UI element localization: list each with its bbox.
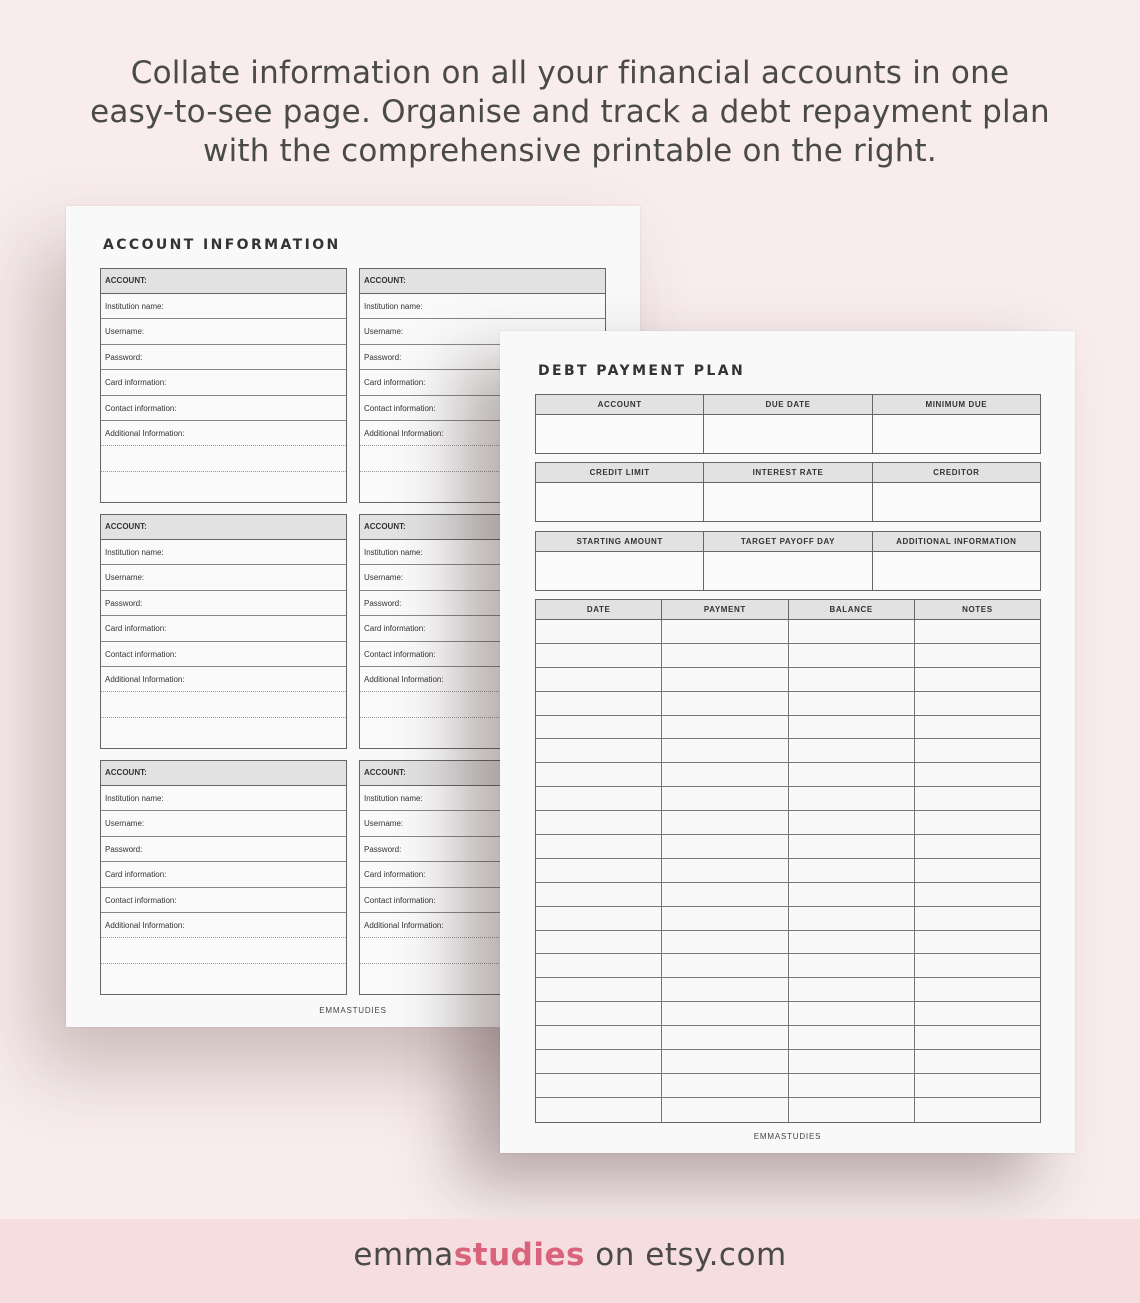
ledger-cell[interactable] — [536, 1002, 662, 1025]
ledger-row — [536, 1026, 1040, 1050]
ledger-row — [536, 716, 1040, 740]
payment-ledger — [535, 599, 1041, 1123]
ledger-cell[interactable] — [915, 787, 1040, 810]
ledger-cell[interactable] — [915, 931, 1040, 954]
ledger-cell[interactable] — [662, 620, 788, 643]
ledger-row — [536, 692, 1040, 716]
account-field-label: Password: — [360, 591, 605, 616]
shop-brand: studies — [453, 1237, 585, 1273]
ledger-cell[interactable] — [915, 668, 1040, 691]
ledger-cell[interactable] — [789, 1098, 915, 1122]
ledger-cell[interactable] — [536, 883, 662, 906]
debt-info-table — [535, 462, 1041, 522]
ledger-cell[interactable] — [915, 644, 1040, 667]
debt-payment-plan-sheet — [500, 331, 1075, 1153]
shop-prefix: emma — [353, 1237, 454, 1273]
ledger-cell[interactable] — [915, 1074, 1040, 1097]
ledger-cell[interactable] — [789, 620, 915, 643]
ledger-row — [536, 907, 1040, 931]
debt-info-header: INTEREST RATE — [704, 463, 871, 483]
account-field-label: Institution name: — [360, 294, 605, 319]
account-field-label: Username: — [360, 319, 605, 344]
account-field-label: Institution name: — [101, 786, 346, 811]
ledger-cell[interactable] — [915, 907, 1040, 930]
account-field-label: Additional Information: — [101, 913, 346, 938]
ledger-row — [536, 954, 1040, 978]
account-field-label: Card information: — [360, 862, 605, 887]
debt-info-header: MINIMUM DUE — [873, 395, 1040, 415]
ledger-cell[interactable] — [915, 763, 1040, 786]
debt-info-cell — [873, 463, 1040, 521]
ledger-cell[interactable] — [789, 907, 915, 930]
ledger-cell[interactable] — [789, 1050, 915, 1073]
ledger-cell[interactable] — [536, 931, 662, 954]
ledger-cell[interactable] — [662, 931, 788, 954]
ledger-cell[interactable] — [536, 954, 662, 977]
ledger-cell[interactable] — [662, 907, 788, 930]
ledger-row — [536, 668, 1040, 692]
debt-info-header: ADDITIONAL INFORMATION — [873, 532, 1040, 552]
ledger-cell[interactable] — [536, 1026, 662, 1049]
account-field-label: Card information: — [101, 862, 346, 887]
account-field-label: Institution name: — [360, 786, 605, 811]
ledger-cell[interactable] — [915, 620, 1040, 643]
headline-line-1: Collate information on all your financial accounts in one — [130, 55, 1010, 91]
account-box-header: ACCOUNT: — [101, 269, 346, 294]
ledger-row — [536, 1050, 1040, 1074]
account-field-label: Additional Information: — [360, 421, 605, 446]
account-blank-line[interactable] — [101, 692, 346, 717]
account-field-label: Username: — [101, 565, 346, 590]
ledger-cell[interactable] — [915, 835, 1040, 858]
debt-info-entry[interactable] — [873, 415, 1040, 453]
account-box-header: ACCOUNT: — [360, 761, 605, 786]
ledger-cell[interactable] — [915, 978, 1040, 1001]
ledger-cell[interactable] — [789, 1002, 915, 1025]
debt-info-table — [535, 531, 1041, 591]
debt-info-header: STARTING AMOUNT — [536, 532, 703, 552]
account-field-label: Contact information: — [101, 888, 346, 913]
ledger-cell[interactable] — [662, 1074, 788, 1097]
ledger-cell[interactable] — [915, 1026, 1040, 1049]
ledger-cell[interactable] — [536, 859, 662, 882]
ledger-row — [536, 1002, 1040, 1026]
ledger-row — [536, 978, 1040, 1002]
ledger-cell[interactable] — [789, 978, 915, 1001]
ledger-row — [536, 811, 1040, 835]
ledger-cell[interactable] — [915, 811, 1040, 834]
ledger-cell[interactable] — [789, 835, 915, 858]
ledger-cell[interactable] — [915, 1098, 1040, 1122]
account-field-label: Additional Information: — [101, 421, 346, 446]
ledger-cell[interactable] — [789, 954, 915, 977]
ledger-column-header: BALANCE — [789, 600, 915, 619]
account-box-header: ACCOUNT: — [101, 761, 346, 786]
ledger-row — [536, 1074, 1040, 1098]
account-sheet-footer: EMMASTUDIES — [319, 1006, 387, 1015]
debt-sheet-title: DEBT PAYMENT PLAN — [538, 363, 746, 379]
ledger-cell[interactable] — [662, 1002, 788, 1025]
ledger-cell[interactable] — [915, 954, 1040, 977]
ledger-column-header: PAYMENT — [662, 600, 788, 619]
account-field-label: Contact information: — [360, 396, 605, 421]
debt-info-cell — [873, 532, 1040, 590]
ledger-cell[interactable] — [662, 763, 788, 786]
ledger-cell[interactable] — [662, 644, 788, 667]
ledger-row — [536, 763, 1040, 787]
debt-info-header: CREDIT LIMIT — [536, 463, 703, 483]
account-field-label: Contact information: — [360, 888, 605, 913]
debt-info-entry[interactable] — [704, 552, 871, 590]
shop-suffix: on etsy.com — [584, 1237, 787, 1273]
debt-sheet-footer: EMMASTUDIES — [753, 1132, 822, 1141]
ledger-cell[interactable] — [789, 1026, 915, 1049]
account-field-label: Password: — [101, 837, 346, 862]
ledger-cell[interactable] — [536, 1098, 662, 1122]
account-blank-line[interactable] — [101, 964, 346, 989]
ledger-cell[interactable] — [662, 668, 788, 691]
account-field-label: Institution name: — [360, 540, 605, 565]
ledger-header — [536, 600, 1040, 620]
ledger-row — [536, 859, 1040, 883]
account-blank-line[interactable] — [101, 718, 346, 743]
debt-info-cell — [536, 532, 704, 590]
ledger-cell[interactable] — [536, 835, 662, 858]
ledger-cell[interactable] — [789, 739, 915, 762]
ledger-cell[interactable] — [662, 835, 788, 858]
ledger-row — [536, 787, 1040, 811]
debt-info-entry[interactable] — [873, 483, 1040, 521]
ledger-cell[interactable] — [789, 644, 915, 667]
account-box-header: ACCOUNT: — [360, 515, 605, 540]
ledger-column-header: DATE — [536, 600, 662, 619]
account-field-label: Password: — [360, 837, 605, 862]
ledger-cell[interactable] — [536, 620, 662, 643]
shop-link[interactable] — [0, 1237, 1140, 1273]
debt-info-table — [535, 394, 1041, 454]
ledger-cell[interactable] — [662, 978, 788, 1001]
ledger-cell[interactable] — [662, 883, 788, 906]
ledger-cell[interactable] — [915, 859, 1040, 882]
ledger-cell[interactable] — [789, 811, 915, 834]
ledger-cell[interactable] — [536, 1074, 662, 1097]
debt-info-cell — [536, 463, 704, 521]
ledger-column-header: NOTES — [962, 605, 993, 614]
ledger-cell[interactable] — [915, 1050, 1040, 1073]
debt-info-entry[interactable] — [704, 483, 871, 521]
account-box-header: ACCOUNT: — [101, 515, 346, 540]
ledger-cell[interactable] — [789, 668, 915, 691]
account-field-label: Additional Information: — [360, 913, 605, 938]
account-blank-line[interactable] — [101, 472, 346, 497]
account-field-label: Card information: — [360, 616, 605, 641]
account-box — [100, 760, 347, 995]
ledger-cell[interactable] — [536, 716, 662, 739]
ledger-cell[interactable] — [662, 859, 788, 882]
debt-info-cell — [704, 532, 872, 590]
debt-info-cell — [873, 395, 1040, 453]
account-field-label: Username: — [101, 811, 346, 836]
ledger-cell[interactable] — [536, 978, 662, 1001]
debt-info-header: DUE DATE — [704, 395, 871, 415]
ledger-cell[interactable] — [536, 787, 662, 810]
ledger-cell[interactable] — [915, 1002, 1040, 1025]
account-field-label: Institution name: — [101, 540, 346, 565]
ledger-row — [536, 835, 1040, 859]
ledger-cell[interactable] — [662, 787, 788, 810]
ledger-cell[interactable] — [789, 787, 915, 810]
ledger-cell[interactable] — [789, 883, 915, 906]
ledger-cell[interactable] — [789, 763, 915, 786]
account-sheet-title: ACCOUNT INFORMATION — [103, 237, 341, 253]
account-field-label: Additional Information: — [360, 667, 605, 692]
ledger-cell[interactable] — [662, 1050, 788, 1073]
ledger-cell[interactable] — [662, 692, 788, 715]
ledger-cell[interactable] — [915, 692, 1040, 715]
debt-info-entry[interactable] — [536, 552, 703, 590]
ledger-row — [536, 883, 1040, 907]
debt-info-cell — [536, 395, 704, 453]
debt-info-header: ACCOUNT — [536, 395, 703, 415]
ledger-row — [536, 1098, 1040, 1122]
ledger-cell[interactable] — [536, 739, 662, 762]
account-field-label: Card information: — [101, 616, 346, 641]
ledger-cell[interactable] — [662, 954, 788, 977]
account-field-label: Password: — [360, 345, 605, 370]
account-blank-line[interactable] — [101, 446, 346, 471]
debt-info-cell — [704, 395, 872, 453]
ledger-cell[interactable] — [536, 907, 662, 930]
ledger-cell[interactable] — [536, 668, 662, 691]
headline-line-3: with the comprehensive printable on the right. — [203, 133, 937, 169]
ledger-cell[interactable] — [662, 811, 788, 834]
account-field-label: Additional Information: — [101, 667, 346, 692]
ledger-cell[interactable] — [536, 811, 662, 834]
ledger-cell[interactable] — [789, 931, 915, 954]
account-field-label: Institution name: — [101, 294, 346, 319]
debt-info-entry[interactable] — [536, 415, 703, 453]
ledger-cell[interactable] — [915, 739, 1040, 762]
ledger-cell[interactable] — [536, 1050, 662, 1073]
account-field-label: Card information: — [360, 370, 605, 395]
ledger-cell[interactable] — [789, 859, 915, 882]
ledger-cell[interactable] — [662, 1098, 788, 1122]
ledger-cell[interactable] — [789, 692, 915, 715]
account-box — [100, 268, 347, 503]
account-field-label: Username: — [360, 811, 605, 836]
account-field-label: Card information: — [101, 370, 346, 395]
headline-line-2: easy-to-see page. Organise and track a debt repayment plan — [90, 94, 1050, 130]
ledger-cell[interactable] — [536, 692, 662, 715]
ledger-cell[interactable] — [662, 716, 788, 739]
ledger-cell[interactable] — [536, 644, 662, 667]
account-field-label: Contact information: — [101, 396, 346, 421]
account-blank-line[interactable] — [101, 938, 346, 963]
ledger-cell[interactable] — [536, 763, 662, 786]
account-field-label: Contact information: — [360, 642, 605, 667]
ledger-row — [536, 739, 1040, 763]
account-field-label: Username: — [360, 565, 605, 590]
ledger-cell[interactable] — [662, 739, 788, 762]
ledger-cell[interactable] — [915, 883, 1040, 906]
debt-info-entry[interactable] — [704, 415, 871, 453]
ledger-cell[interactable] — [915, 716, 1040, 739]
ledger-cell[interactable] — [789, 1074, 915, 1097]
account-field-label: Contact information: — [101, 642, 346, 667]
ledger-cell[interactable] — [662, 1026, 788, 1049]
account-field-label: Username: — [101, 319, 346, 344]
account-field-label: Password: — [101, 345, 346, 370]
ledger-row — [536, 620, 1040, 644]
debt-info-header: TARGET PAYOFF DAY — [704, 532, 871, 552]
headline — [0, 54, 1140, 171]
ledger-row — [536, 644, 1040, 668]
debt-info-entry[interactable] — [536, 483, 703, 521]
account-field-label: Password: — [101, 591, 346, 616]
account-box-header: ACCOUNT: — [360, 269, 605, 294]
debt-info-header: CREDITOR — [873, 463, 1040, 483]
ledger-cell[interactable] — [789, 716, 915, 739]
debt-info-entry[interactable] — [873, 552, 1040, 590]
account-box — [100, 514, 347, 749]
ledger-row — [536, 931, 1040, 955]
debt-info-cell — [704, 463, 872, 521]
